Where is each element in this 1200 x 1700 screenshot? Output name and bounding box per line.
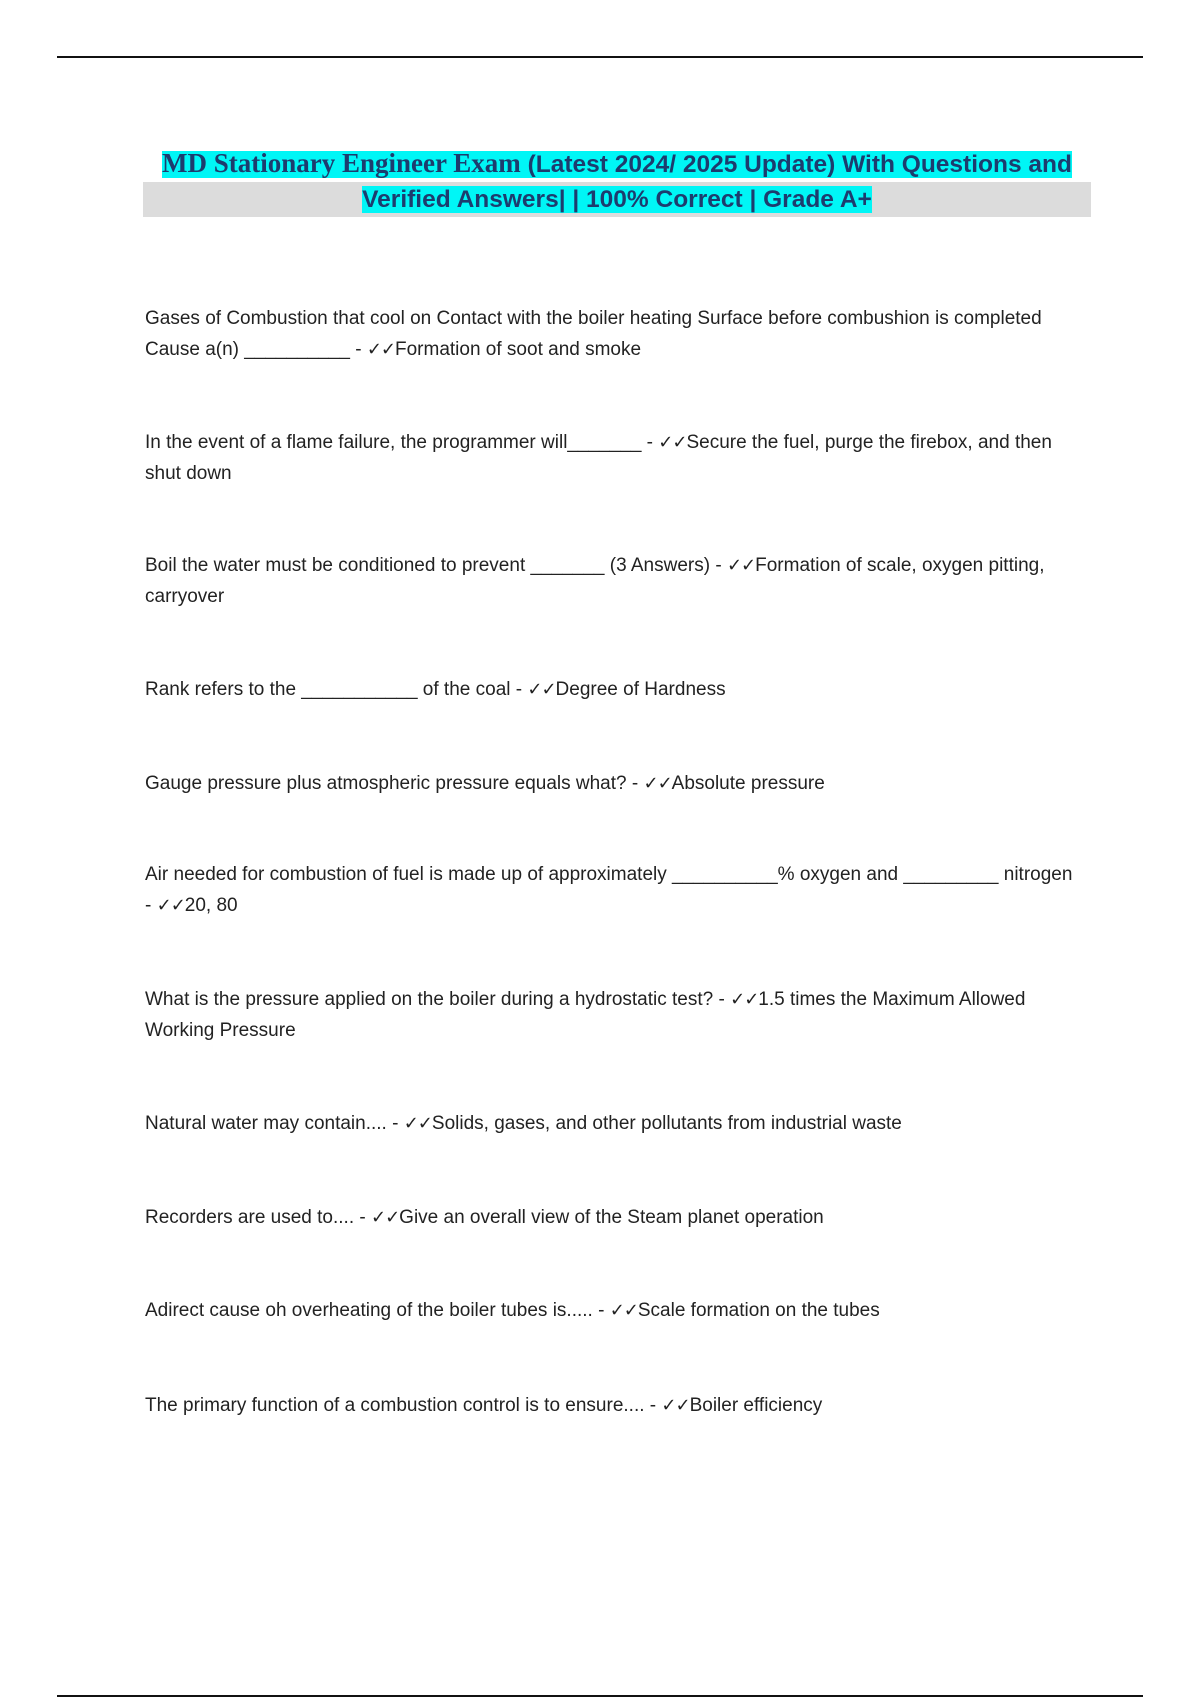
qa-item <box>145 674 1075 705</box>
question-text: Boil the water must be conditioned to prevent _______ (3 Answers) - <box>145 555 727 576</box>
header-rule <box>57 56 1143 58</box>
check-icon: ✓✓ <box>371 1207 400 1228</box>
question-text: The primary function of a combustion control is to ensure.... - <box>145 1395 662 1416</box>
question-text: Gases of Combustion that cool on Contact with the boiler heating Surface before combushion is completed Cause a(n) __________ - <box>145 308 1042 360</box>
question-text: What is the pressure applied on the boiler during a hydrostatic test? - <box>145 989 731 1010</box>
question-text: Recorders are used to.... - <box>145 1207 371 1228</box>
check-icon: ✓✓ <box>609 1300 638 1321</box>
answer-text: 1.5 times the Maximum Allowed Working Pressure <box>145 989 1026 1041</box>
check-icon: ✓✓ <box>658 432 687 453</box>
qa-item <box>145 768 1075 799</box>
answer-text: Solids, gases, and other pollutants from industrial waste <box>431 1113 902 1134</box>
answer-text: Formation of scale, oxygen pitting, carryover <box>145 555 1045 607</box>
qa-item <box>145 1390 1075 1421</box>
answer-text: Degree of Hardness <box>555 679 726 700</box>
check-icon: ✓✓ <box>366 339 395 360</box>
question-text: Rank refers to the ___________ of the coal - <box>145 679 528 700</box>
question-text: In the event of a flame failure, the programmer will_______ - <box>145 432 659 453</box>
qa-item <box>145 859 1075 921</box>
answer-text: Boiler efficiency <box>689 1395 823 1416</box>
qa-item <box>145 427 1075 489</box>
qa-item <box>145 1108 1075 1139</box>
title-line-2 <box>143 182 1091 217</box>
title-line-1 <box>143 146 1091 182</box>
qa-item <box>145 303 1075 365</box>
check-icon: ✓✓ <box>156 895 185 916</box>
footer-rule <box>57 1695 1143 1697</box>
answer-text: Secure the fuel, purge the firebox, and then shut down <box>145 432 1052 484</box>
qa-item <box>145 550 1075 612</box>
check-icon: ✓✓ <box>527 679 556 700</box>
question-text: Natural water may contain.... - <box>145 1113 404 1134</box>
question-text: Air needed for combustion of fuel is made up of approximately __________% oxygen and _________ nitrogen - <box>145 864 1073 916</box>
answer-text: 20, 80 <box>184 895 238 916</box>
title-part-1: MD Stationary Engineer Exam <box>162 148 521 178</box>
qa-item <box>145 1295 1075 1326</box>
check-icon: ✓✓ <box>403 1113 432 1134</box>
question-text: Adirect cause oh overheating of the boiler tubes is..... - <box>145 1300 610 1321</box>
check-icon: ✓✓ <box>726 555 756 576</box>
check-icon: ✓✓ <box>730 989 759 1010</box>
question-text: Gauge pressure plus atmospheric pressure equals what? - <box>145 773 644 794</box>
document-title <box>143 146 1091 217</box>
qa-item <box>145 984 1075 1046</box>
check-icon: ✓✓ <box>643 773 672 794</box>
answer-text: Formation of soot and smoke <box>395 339 642 360</box>
answer-text: Give an overall view of the Steam planet operation <box>399 1207 824 1228</box>
answer-text: Absolute pressure <box>671 773 825 794</box>
check-icon: ✓✓ <box>661 1395 690 1416</box>
title-line-2-text: Verified Answers| | 100% Correct | Grade A+ <box>362 186 872 213</box>
title-part-2: (Latest 2024/ 2025 Update) With Questions and <box>520 151 1072 178</box>
answer-text: Scale formation on the tubes <box>637 1300 880 1321</box>
qa-item <box>145 1202 1075 1233</box>
